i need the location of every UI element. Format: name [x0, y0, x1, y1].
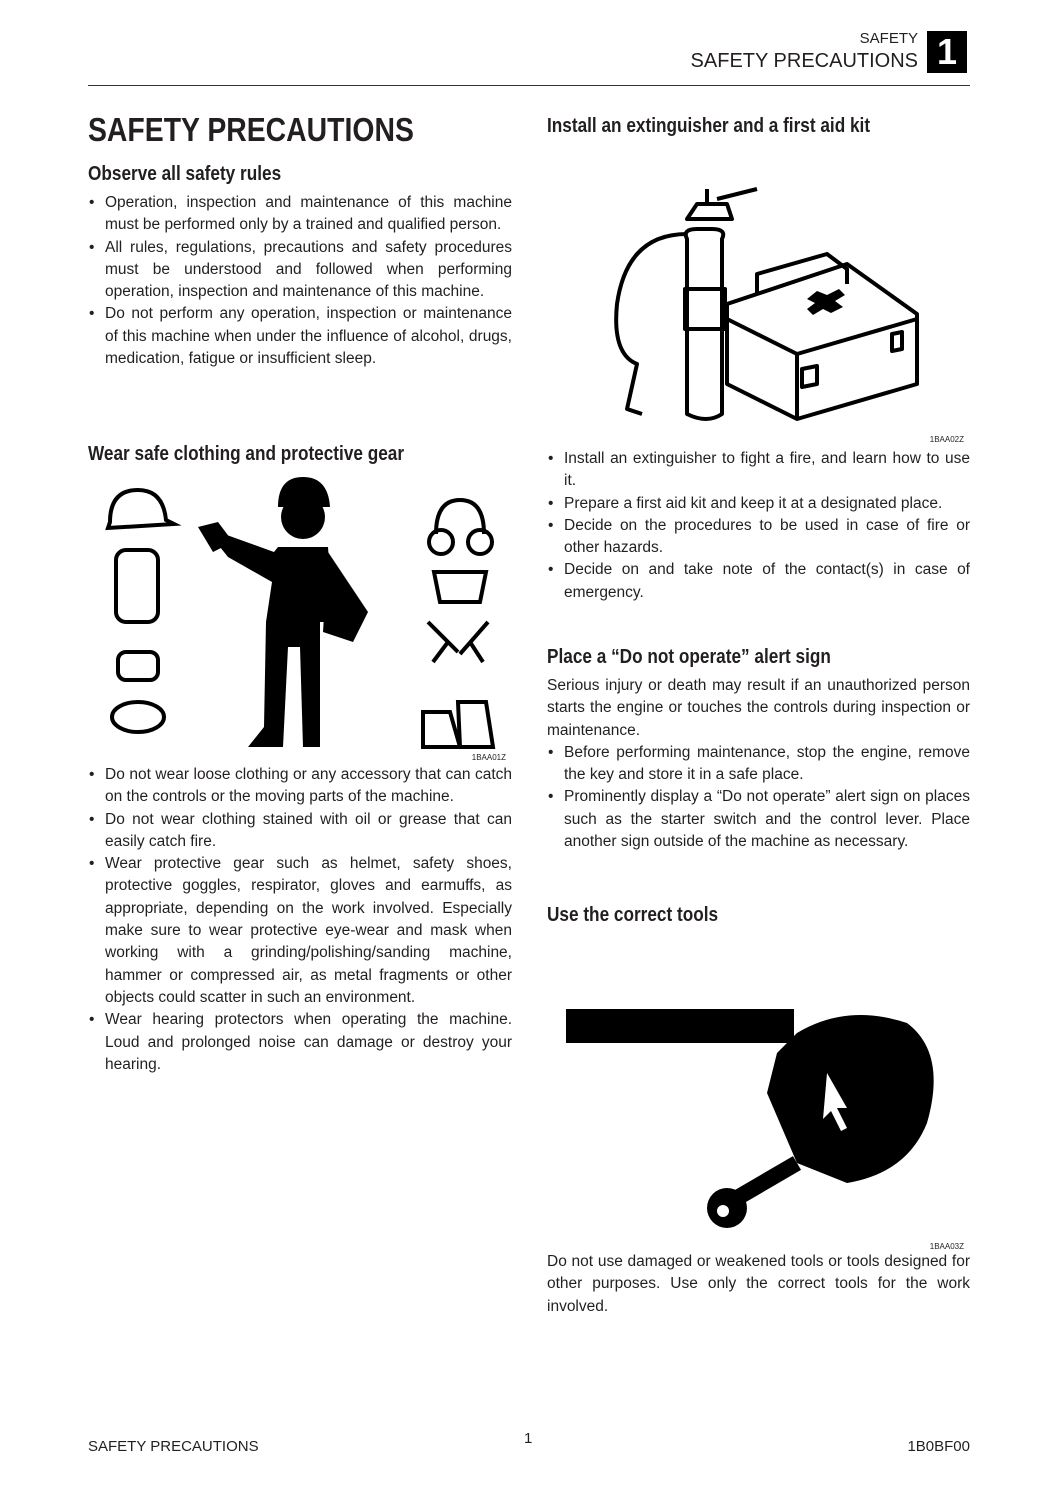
- section-intro: Serious injury or death may result if an unauthorized person starts the engine or touches the controls during inspection or maintenance.: [547, 677, 970, 739]
- section-heading: Use the correct tools: [547, 904, 719, 926]
- correct-tools-illustration: [547, 933, 970, 1251]
- list-item: • All rules, regulations, precautions and safety procedures must be understood and followed when performing operation, inspection and maintenance of this machine.: [88, 237, 512, 304]
- page-title: SAFETY PRECAUTIONS: [88, 111, 414, 148]
- document-code: 1B0BF00: [907, 1438, 970, 1455]
- list-item: • Do not perform any operation, inspection or maintenance of this machine when under the influence of alcohol, drugs, medication, fatigue or insufficient sleep.: [88, 303, 512, 370]
- list-item: • Prepare a first aid kit and keep it at a designated place.: [547, 493, 970, 515]
- list-item: • Do not wear clothing stained with oil or grease that can easily catch fire.: [88, 809, 512, 854]
- page-number: 1: [524, 1430, 533, 1447]
- section-clothing: [88, 443, 512, 1076]
- list-item: • Install an extinguisher to fight a fire, and learn how to use it.: [547, 448, 970, 493]
- figure-label: 1BAA01Z: [471, 753, 506, 762]
- protective-gear-illustration: [88, 472, 512, 762]
- list-item: • Wear hearing protectors when operating the machine. Loud and prolonged noise can damage or destroy your hearing.: [88, 1009, 512, 1076]
- section-heading: Install an extinguisher and a first aid kit: [547, 115, 871, 137]
- list-item: • Wear protective gear such as helmet, safety shoes, protective goggles, respirator, gloves and earmuffs, as appropriate, depending on the work involved. Especially make sure to wear protective eye-wear and mask when working with a grinding/polishing/sanding machine, hammer or compressed air, as metal fragments or other objects could scatter in such an environment.: [88, 853, 512, 1009]
- section-heading: Observe all safety rules: [88, 163, 282, 185]
- section-alert-sign: [547, 646, 970, 853]
- list-item: • Before performing maintenance, stop the engine, remove the key and store it in a safe place.: [547, 742, 970, 787]
- header-subsection: SAFETY PRECAUTIONS: [690, 50, 918, 72]
- header-divider: [88, 85, 970, 86]
- figure-label: 1BAA02Z: [929, 435, 964, 444]
- chapter-badge: 1: [927, 31, 967, 73]
- list-item: • Prominently display a “Do not operate” alert sign on places such as the starter switch and the control lever. Place another sign outside of the machine as necessary.: [547, 786, 970, 853]
- list-item: • Decide on the procedures to be used in case of fire or other hazards.: [547, 515, 970, 560]
- section-heading: Place a “Do not operate” alert sign: [547, 646, 831, 668]
- list-item: • Decide on and take note of the contact(s) in case of emergency.: [547, 559, 970, 604]
- footer-title: SAFETY PRECAUTIONS: [88, 1438, 259, 1455]
- section-observe: [88, 163, 512, 370]
- section-heading: Wear safe clothing and protective gear: [88, 443, 405, 465]
- figure-label: 1BAA03Z: [929, 1242, 964, 1251]
- list-item: • Do not wear loose clothing or any accessory that can catch on the controls or the moving parts of the machine.: [88, 764, 512, 809]
- section-text: Do not use damaged or weakened tools or tools designed for other purposes. Use only the correct tools for the work involved.: [547, 1253, 970, 1315]
- extinguisher-first-aid-illustration: [547, 144, 970, 444]
- list-item: • Operation, inspection and maintenance of this machine must be performed only by a trained and qualified person.: [88, 192, 512, 237]
- section-tools: [547, 904, 970, 1318]
- header-section: SAFETY: [859, 30, 918, 47]
- section-extinguisher: [547, 115, 970, 604]
